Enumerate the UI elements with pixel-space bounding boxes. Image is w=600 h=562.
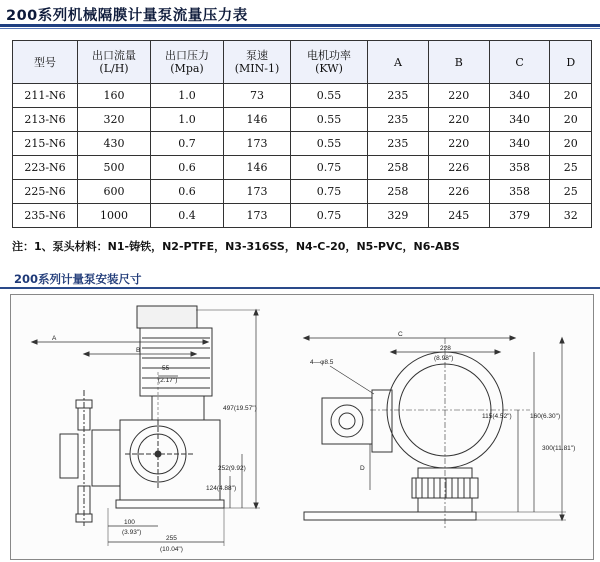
cell-flow: 430 [78,132,151,156]
cell-a: 258 [368,180,429,204]
cell-power: 0.55 [291,84,368,108]
cell-power: 0.75 [291,204,368,228]
cell-c: 379 [489,204,550,228]
cell-model: 213-N6 [13,108,78,132]
cell-b: 220 [428,84,489,108]
table-row [13,156,592,180]
dim-label-100-in: (3.93") [122,529,142,536]
cell-b: 245 [428,204,489,228]
header-flow: 出口流量 (L/H) [78,41,151,84]
cell-flow: 160 [78,84,151,108]
pump-head [92,430,120,486]
table-header-row [13,41,592,84]
cell-pressure: 0.7 [151,132,224,156]
dim-label-124: 124(4.88") [206,485,237,492]
cell-model: 211-N6 [13,84,78,108]
header-pressure: 出口压力 (Mpa) [151,41,224,84]
dim-label-c: C [398,331,403,338]
dim-label-115: 115(4.52") [482,413,512,420]
header-speed: 泵速 (MIN-1) [224,41,291,84]
cell-d: 32 [550,204,592,228]
installation-drawing [10,294,592,558]
cell-c: 340 [489,108,550,132]
section-underline [0,287,600,289]
dim-label-252: 252(9.92) [218,465,246,472]
table-row [13,84,592,108]
base-plate [116,500,224,508]
dim-label-160: 160(6.30") [530,413,561,420]
material-note: 注：1、泵头材料：N1-铸铁，N2-PTFE，N3-316SS，N4-C-20，N5-PVC，N6-ABS [12,240,460,253]
cell-c: 340 [489,132,550,156]
cell-d: 25 [550,156,592,180]
cell-speed: 73 [224,84,291,108]
pump-body [120,420,220,500]
dim-label-255-in: (10.04") [160,546,183,553]
cell-model: 235-N6 [13,204,78,228]
cell-c: 340 [489,84,550,108]
left-view [32,306,260,546]
dim-label-255: 255 [166,535,177,542]
table-row [13,108,592,132]
cell-power: 0.55 [291,108,368,132]
table-row [13,204,592,228]
page-title: 200系列机械隔膜计量泵流量压力表 [6,8,248,24]
gearbox [152,396,204,420]
cell-power: 0.75 [291,180,368,204]
cell-power: 0.55 [291,132,368,156]
cell-model: 223-N6 [13,156,78,180]
dim-label-a: A [52,335,57,342]
cell-speed: 173 [224,180,291,204]
cell-model: 225-N6 [13,180,78,204]
title-underline [0,24,600,27]
header-a: A [368,41,429,84]
dim-label-228: 228 [440,345,451,352]
cell-a: 329 [368,204,429,228]
table-row [13,132,592,156]
section-title: 200系列计量泵安装尺寸 [14,272,142,286]
dim-label-55-in: (2.17") [158,377,178,384]
header-power: 电机功率 (KW) [291,41,368,84]
title-underline-thin [0,28,600,29]
cell-speed: 173 [224,204,291,228]
cell-flow: 500 [78,156,151,180]
cell-d: 20 [550,132,592,156]
cell-a: 235 [368,84,429,108]
cell-a: 258 [368,156,429,180]
dim-label-d: D [360,465,365,472]
dim-label-100: 100 [124,519,135,526]
header-model: 型号 [13,41,78,84]
cell-flow: 600 [78,180,151,204]
cell-a: 235 [368,108,429,132]
cell-speed: 146 [224,156,291,180]
cell-b: 226 [428,180,489,204]
cell-flow: 320 [78,108,151,132]
cell-a: 235 [368,132,429,156]
cell-b: 220 [428,108,489,132]
side-base [304,512,476,520]
dim-label-300: 300(11.81") [542,445,576,452]
dim-label-b: B [136,347,141,354]
dim-label-55: 55 [162,365,170,372]
dim-label-holes: 4—φ8.5 [310,359,334,366]
cell-speed: 146 [224,108,291,132]
cell-pressure: 1.0 [151,84,224,108]
cell-c: 358 [489,156,550,180]
cell-c: 358 [489,180,550,204]
table-row [13,180,592,204]
dim-label-228-in: (8.98") [434,355,454,362]
cell-pressure: 0.6 [151,180,224,204]
header-c: C [489,41,550,84]
header-d: D [550,41,592,84]
cell-d: 20 [550,108,592,132]
cell-b: 226 [428,156,489,180]
cell-d: 25 [550,180,592,204]
cell-pressure: 1.0 [151,108,224,132]
dim-label-497: 497(19.57") [223,405,257,412]
cell-pressure: 0.6 [151,156,224,180]
cell-b: 220 [428,132,489,156]
right-view [304,336,566,530]
cell-pressure: 0.4 [151,204,224,228]
spec-table [12,40,592,228]
cell-model: 215-N6 [13,132,78,156]
cell-speed: 173 [224,132,291,156]
motor-cap [137,306,197,328]
cell-d: 20 [550,84,592,108]
cell-power: 0.75 [291,156,368,180]
cell-flow: 1000 [78,204,151,228]
header-b: B [428,41,489,84]
